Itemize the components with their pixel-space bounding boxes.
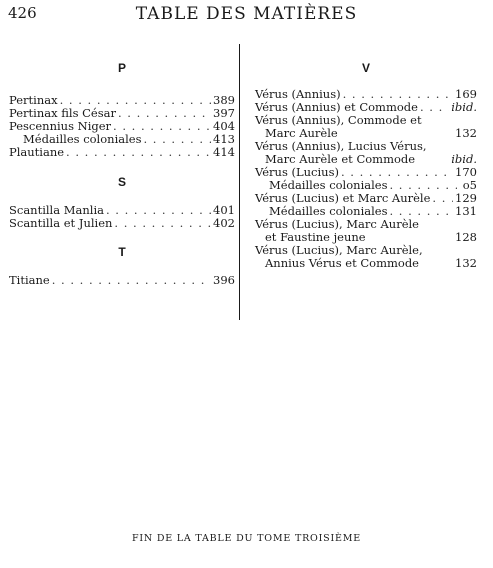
section-letter-p: P: [117, 61, 126, 75]
entry-page: 404: [213, 119, 235, 133]
end-of-table-note: FIN DE LA TABLE DU TOME TROISIÈME: [131, 533, 362, 544]
section-letter-v: V: [361, 61, 370, 75]
entry-page: 413: [213, 132, 235, 146]
entry-name: Plautiane: [9, 145, 65, 159]
leader-dots: [114, 217, 211, 230]
entry-page: 169: [455, 87, 477, 101]
entry-page: 397: [213, 106, 235, 120]
entry-page: o5: [462, 178, 477, 192]
entry-page: ibid.: [451, 152, 477, 166]
entry-name: Vérus (Lucius), Marc Aurèle: [255, 217, 419, 231]
column-divider: [239, 44, 240, 320]
entry-name: Pescennius Niger: [9, 119, 112, 133]
entry-page: ibid.: [451, 100, 477, 114]
entry-name: Scantilla Manlia: [9, 203, 104, 217]
entry-page: 396: [213, 273, 235, 287]
leader-dots: [52, 274, 211, 287]
entry-page: 129: [455, 191, 477, 205]
section-letter-s: S: [117, 175, 126, 189]
entry-page: 170: [455, 165, 477, 179]
entry-name: Vérus (Annius) et Commode: [255, 100, 418, 114]
page-number: 426: [8, 4, 37, 22]
entry-name: Médailles coloniales: [269, 204, 388, 218]
leader-dots: [66, 146, 211, 159]
entry-name: Vérus (Annius): [255, 87, 341, 101]
entry-page: 131: [455, 204, 477, 218]
entry-name: Vérus (Annius), Commode et: [255, 113, 422, 127]
entry-name: Titiane: [9, 273, 50, 287]
index-entry: [9, 146, 235, 159]
entry-name: Vérus (Lucius): [255, 165, 339, 179]
leader-dots: [144, 133, 212, 146]
entry-page: 402: [213, 216, 235, 230]
leader-dots: [432, 192, 453, 205]
index-entry: [9, 217, 235, 230]
leader-dots: [420, 101, 449, 114]
entry-name: Pertinax: [9, 93, 58, 107]
leader-dots: [106, 204, 211, 217]
entry-continuation: Annius Vérus et Commode: [265, 256, 419, 270]
entry-page: 414: [213, 145, 235, 159]
entry-continuation: Marc Aurèle et Commode: [265, 152, 416, 166]
entry-page: 132: [455, 126, 477, 140]
entry-name: Vérus (Annius), Lucius Vérus,: [255, 139, 427, 153]
entry-continuation: et Faustine jeune: [265, 230, 366, 244]
section-letter-t: T: [118, 245, 126, 259]
entry-name: Scantilla et Julien: [9, 216, 113, 230]
right-column: [255, 60, 477, 270]
entry-page: 401: [213, 203, 235, 217]
entry-name: Médailles coloniales: [23, 132, 142, 146]
entry-page: 128: [455, 230, 477, 244]
entry-page: 132: [455, 256, 477, 270]
index-entry-continuation: [255, 257, 477, 270]
leader-dots: [118, 107, 211, 120]
entry-name: Pertinax fils César: [9, 106, 116, 120]
entry-name: Vérus (Lucius), Marc Aurèle,: [255, 243, 423, 257]
index-entry: [9, 274, 235, 287]
entry-name: Vérus (Lucius) et Marc Aurèle: [255, 191, 431, 205]
entry-page: 389: [213, 93, 235, 107]
left-column: [9, 60, 235, 287]
page-title: TABLE DES MATIÈRES: [135, 4, 358, 24]
entry-name: Médailles coloniales: [269, 178, 388, 192]
entry-continuation: Marc Aurèle: [265, 126, 338, 140]
